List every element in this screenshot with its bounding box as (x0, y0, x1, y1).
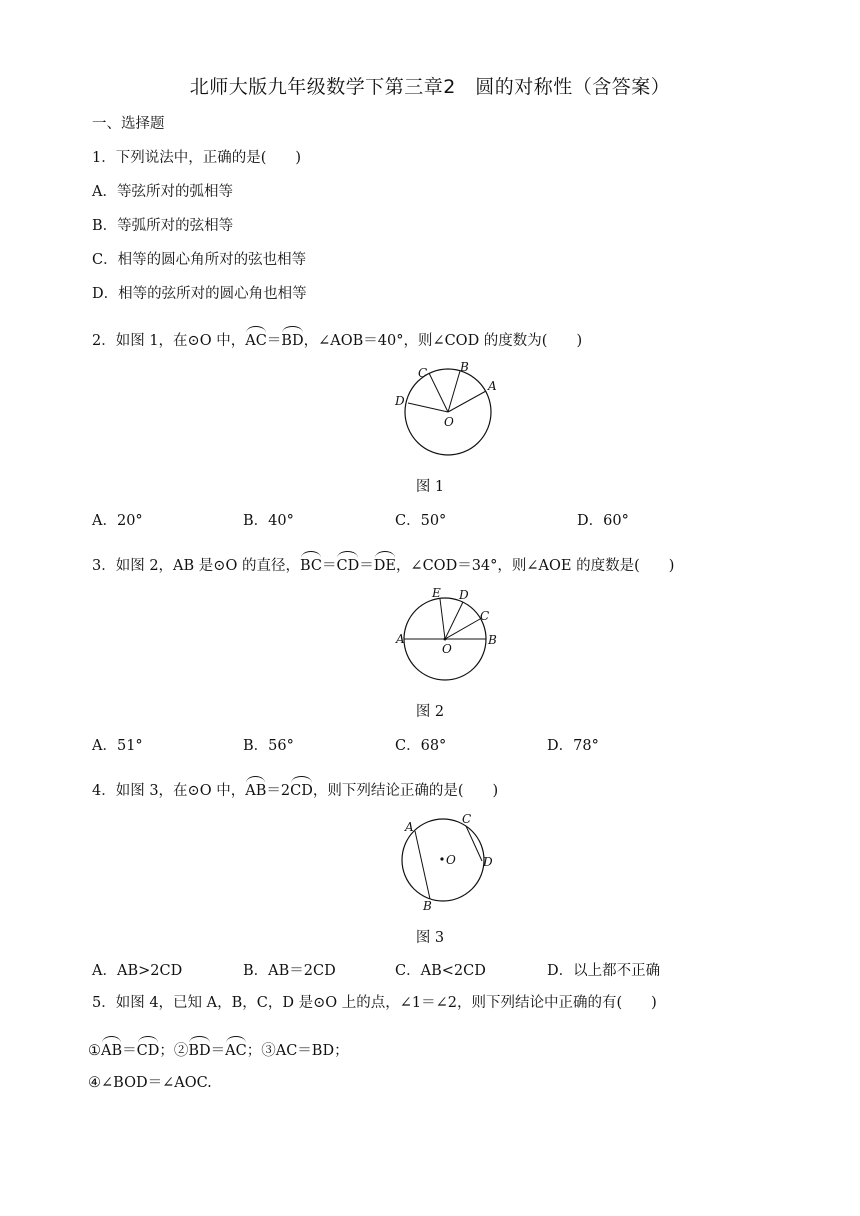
q1-option-c: C．相等的圆心角所对的弦也相等 (92, 252, 307, 268)
q4-choice-a: A．AB>2CD (92, 963, 183, 979)
q3-eq2: ＝ (359, 558, 374, 574)
figure-1 (380, 356, 510, 466)
fig2-label-c: C (480, 609, 490, 623)
q5-arc-ac: AC (225, 1039, 247, 1061)
figure-3-caption: 图 3 (415, 930, 445, 946)
q3-stem (92, 554, 674, 576)
q4-choice-c: C．AB<2CD (395, 963, 486, 979)
fig1-label-a: A (488, 379, 497, 393)
q3-choice-a: A．51° (92, 738, 143, 754)
figure-2 (385, 584, 505, 690)
q3-stem-post: ，∠COD＝34°，则∠AOE 的度数是( ) (395, 558, 675, 574)
fig3-label-o: O (446, 853, 456, 867)
q5-statements-line1 (88, 1039, 349, 1061)
fig2-radius-oe (440, 599, 445, 639)
page-title: 北师大版九年级数学下第三章2 圆的对称性（含答案） (189, 76, 671, 98)
q2-stem-post: ，∠AOB＝40°，则∠COD 的度数为( ) (303, 333, 583, 349)
fig3-center-dot (440, 857, 443, 860)
fig3-label-c: C (462, 812, 472, 826)
q4-arc-ab: AB (245, 779, 266, 801)
q5-eq1: ＝ (122, 1043, 137, 1059)
fig1-radius-od (408, 403, 448, 412)
fig2-label-e: E (432, 586, 441, 600)
figure-1-caption: 图 1 (415, 479, 445, 495)
q4-stem-post: ，则下列结论正确的是( ) (312, 783, 499, 799)
q2-stem-pre: 2．如图 1，在⊙O 中， (92, 333, 246, 349)
q1-stem: 1．下列说法中，正确的是( ) (92, 150, 302, 166)
q5-arc-cd: CD (137, 1039, 160, 1061)
q1-option-d: D．相等的弦所对的圆心角也相等 (92, 286, 307, 302)
q3-arc-de: DE (374, 554, 396, 576)
q2-stem (92, 329, 582, 351)
q4-stem (92, 779, 498, 801)
q3-eq1: ＝ (321, 558, 337, 574)
q2-choice-b: B．40° (243, 513, 294, 529)
q3-arc-bc: BC (300, 554, 322, 576)
q3-choice-b: B．56° (243, 738, 294, 754)
q5-arc-bd: BD (188, 1039, 210, 1061)
q3-choice-c: C．68° (395, 738, 447, 754)
q3-stem-pre: 3．如图 2，AB 是⊙O 的直径， (92, 558, 300, 574)
q4-choice-b: B．AB＝2CD (243, 963, 336, 979)
fig3-chord-cd (466, 826, 482, 861)
q2-choices (92, 509, 752, 529)
q3-choice-d: D．78° (547, 738, 599, 754)
fig3-label-a: A (405, 820, 414, 834)
fig3-label-b: B (423, 899, 432, 913)
q4-choice-d: D．以上都不正确 (547, 963, 661, 979)
fig2-label-b: B (488, 633, 497, 647)
q2-choice-c: C．50° (395, 513, 447, 529)
q5-statements-line2: ④∠BOD＝∠AOC. (88, 1075, 212, 1091)
q4-arc-cd: CD (290, 779, 313, 801)
fig1-radius-oc (429, 373, 448, 412)
q5-s2: ；② (159, 1043, 189, 1059)
q4-choices (92, 959, 752, 979)
q2-eq: ＝ (266, 333, 282, 349)
q5-eq2: ＝ (210, 1043, 226, 1059)
q4-stem-pre: 4．如图 3，在⊙O 中， (92, 783, 246, 799)
fig1-label-d: D (395, 394, 405, 408)
figure-3 (390, 806, 500, 914)
q5-s1: ① (88, 1043, 101, 1059)
section-heading: 一、选择题 (92, 116, 165, 132)
fig1-label-b: B (460, 360, 469, 374)
fig2-label-o: O (442, 642, 452, 656)
fig1-label-o: O (444, 415, 454, 429)
fig1-label-c: C (418, 366, 428, 380)
q5-s3: ；③AC＝BD； (246, 1043, 349, 1059)
q5-stem: 5．如图 4，已知 A，B，C，D 是⊙O 上的点，∠1＝∠2，则下列结论中正确的有( ) (92, 995, 657, 1011)
q2-choice-a: A．20° (92, 513, 143, 529)
q2-arc-bd: BD (281, 329, 303, 351)
fig2-center-dot (444, 638, 447, 641)
q2-choice-d: D．60° (577, 513, 629, 529)
q3-choices (92, 734, 752, 754)
q1-option-b: B．等弧所对的弦相等 (92, 218, 234, 234)
fig3-label-d: D (483, 855, 493, 869)
fig2-label-a: A (396, 632, 405, 646)
fig3-chord-ab (415, 831, 430, 899)
q5-arc-ab: AB (101, 1039, 122, 1061)
fig2-label-d: D (459, 588, 469, 602)
q1-option-a: A．等弦所对的弧相等 (92, 184, 233, 200)
q2-arc-ac: AC (245, 329, 267, 351)
q4-mid: ＝2 (266, 783, 291, 799)
q3-arc-cd: CD (336, 554, 359, 576)
figure-2-caption: 图 2 (415, 704, 445, 720)
